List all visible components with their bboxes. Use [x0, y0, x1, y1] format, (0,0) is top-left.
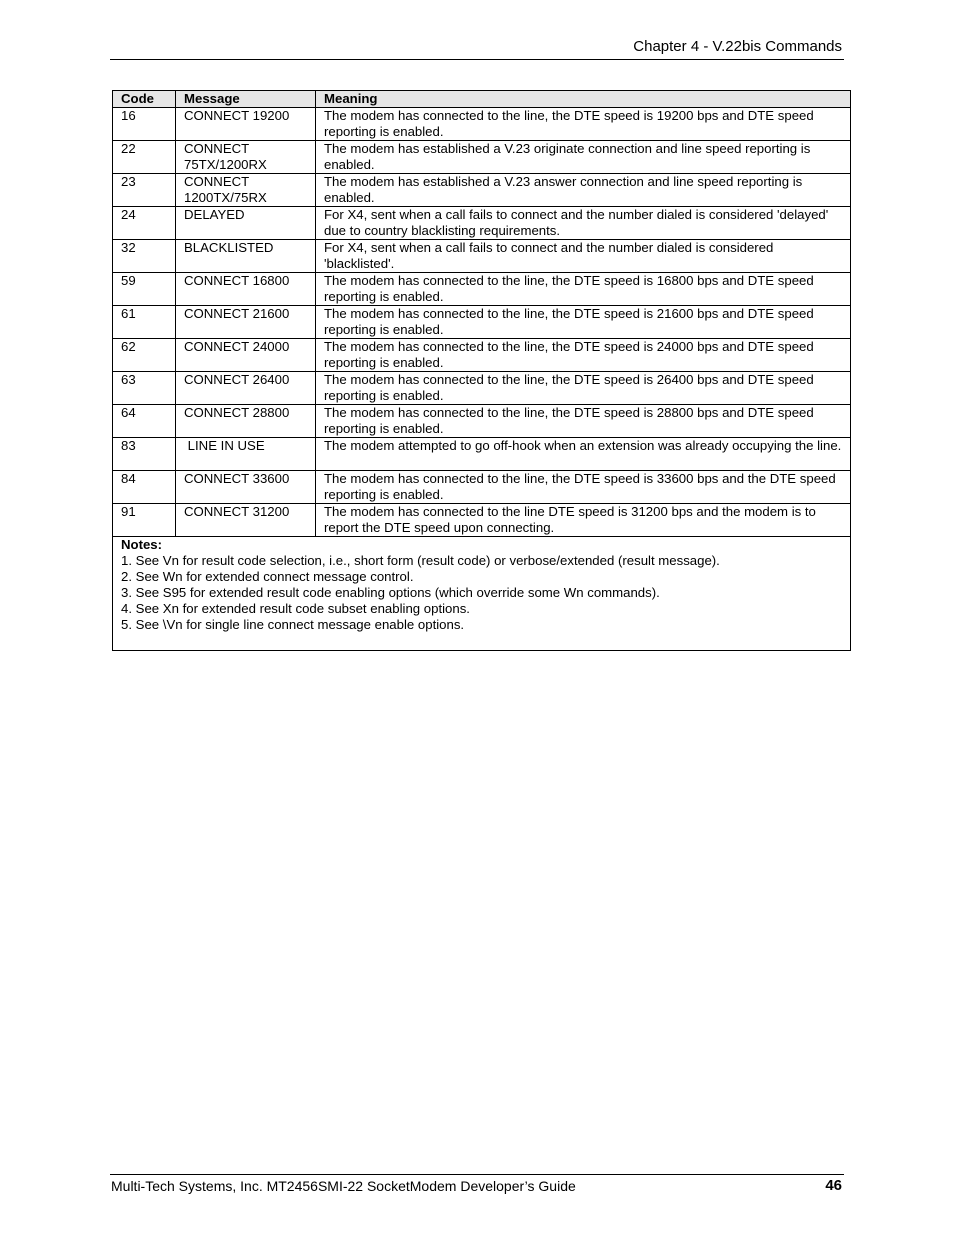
- table-header-row: [113, 91, 851, 108]
- cell-meaning: The modem has established a V.23 answer connection and line speed reporting is enabled.: [316, 174, 851, 207]
- notes-row: [113, 537, 851, 651]
- footer-text: Multi-Tech Systems, Inc. MT2456SMI-22 SocketModem Developer’s Guide: [111, 1178, 576, 1194]
- table-row: [113, 240, 851, 273]
- cell-message: CONNECT 31200: [176, 504, 316, 537]
- note-item: 5. See \Vn for single line connect message enable options.: [121, 617, 465, 632]
- cell-message: CONNECT 24000: [176, 339, 316, 372]
- cell-meaning: The modem has connected to the line, the DTE speed is 21600 bps and DTE speed reporting is enabled.: [316, 306, 851, 339]
- table-row: [113, 438, 851, 471]
- result-codes-table: [112, 90, 851, 651]
- notes-list: [121, 553, 842, 633]
- cell-meaning: For X4, sent when a call fails to connect and the number dialed is considered 'blacklisted'.: [316, 240, 851, 273]
- cell-code: 64: [113, 405, 176, 438]
- table-row: [113, 141, 851, 174]
- cell-code: 24: [113, 207, 176, 240]
- cell-code: 91: [113, 504, 176, 537]
- table-row: [113, 405, 851, 438]
- cell-meaning: The modem has connected to the line DTE speed is 31200 bps and the modem is to report the DTE speed upon connecting.: [316, 504, 851, 537]
- cell-message: CONNECT 75TX/1200RX: [176, 141, 316, 174]
- cell-meaning: The modem has connected to the line, the DTE speed is 26400 bps and DTE speed reporting is enabled.: [316, 372, 851, 405]
- note-item: 2. See Wn for extended connect message control.: [121, 569, 414, 584]
- column-header-message: Message: [176, 91, 316, 108]
- table-row: [113, 108, 851, 141]
- cell-code: 32: [113, 240, 176, 273]
- cell-meaning: The modem has connected to the line, the DTE speed is 19200 bps and DTE speed reporting is enabled.: [316, 108, 851, 141]
- notes-section: [113, 537, 851, 651]
- cell-message: CONNECT 16800: [176, 273, 316, 306]
- cell-meaning: The modem has established a V.23 originate connection and line speed reporting is enabled.: [316, 141, 851, 174]
- chapter-title: Chapter 4 - V.22bis Commands: [633, 38, 842, 55]
- cell-message: CONNECT 26400: [176, 372, 316, 405]
- cell-message: BLACKLISTED: [176, 240, 316, 273]
- table-row: [113, 306, 851, 339]
- cell-code: 16: [113, 108, 176, 141]
- cell-code: 63: [113, 372, 176, 405]
- note-item: 4. See Xn for extended result code subset enabling options.: [121, 601, 470, 616]
- cell-meaning: The modem has connected to the line, the DTE speed is 16800 bps and DTE speed reporting is enabled.: [316, 273, 851, 306]
- header-divider: [110, 59, 844, 60]
- note-item: 3. See S95 for extended result code enabling options (which override some Wn commands).: [121, 585, 660, 600]
- cell-message: CONNECT 19200: [176, 108, 316, 141]
- cell-meaning: The modem has connected to the line, the DTE speed is 28800 bps and DTE speed reporting is enabled.: [316, 405, 851, 438]
- cell-meaning: For X4, sent when a call fails to connect and the number dialed is considered 'delayed' due to country blacklisting requirements.: [316, 207, 851, 240]
- cell-message: CONNECT 21600: [176, 306, 316, 339]
- cell-code: 59: [113, 273, 176, 306]
- table-row: [113, 273, 851, 306]
- cell-meaning: The modem attempted to go off-hook when an extension was already occupying the line.: [316, 438, 851, 471]
- cell-code: 62: [113, 339, 176, 372]
- cell-code: 22: [113, 141, 176, 174]
- cell-code: 61: [113, 306, 176, 339]
- footer-divider: [110, 1174, 844, 1175]
- table-row: [113, 504, 851, 537]
- cell-meaning: The modem has connected to the line, the DTE speed is 24000 bps and DTE speed reporting is enabled.: [316, 339, 851, 372]
- table-row: [113, 339, 851, 372]
- cell-code: 83: [113, 438, 176, 471]
- cell-message: CONNECT 33600: [176, 471, 316, 504]
- cell-code: 84: [113, 471, 176, 504]
- note-item: 1. See Vn for result code selection, i.e., short form (result code) or verbose/extended (result message).: [121, 553, 720, 568]
- cell-message: CONNECT 28800: [176, 405, 316, 438]
- notes-heading: Notes:: [121, 537, 163, 552]
- column-header-code: Code: [113, 91, 176, 108]
- cell-message: LINE IN USE: [176, 438, 316, 471]
- cell-meaning: The modem has connected to the line, the DTE speed is 33600 bps and the DTE speed reporting is enabled.: [316, 471, 851, 504]
- table-row: [113, 372, 851, 405]
- cell-message: CONNECT 1200TX/75RX: [176, 174, 316, 207]
- cell-code: 23: [113, 174, 176, 207]
- cell-message: DELAYED: [176, 207, 316, 240]
- column-header-meaning: Meaning: [316, 91, 851, 108]
- table-row: [113, 174, 851, 207]
- table-row: [113, 471, 851, 504]
- table-row: [113, 207, 851, 240]
- page-number: 46: [825, 1177, 842, 1194]
